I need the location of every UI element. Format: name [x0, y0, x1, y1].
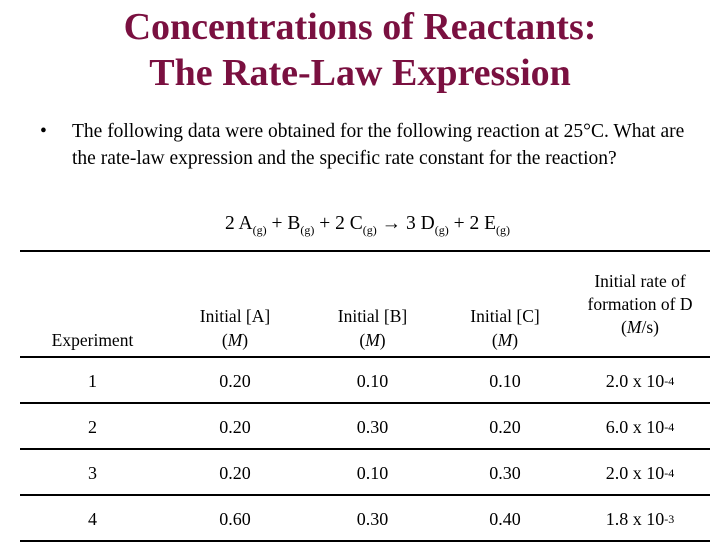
cell-rate	[570, 450, 710, 494]
eq-state-b: (g)	[300, 222, 315, 237]
table-row	[20, 450, 710, 496]
table-row	[20, 404, 710, 450]
eq-term-c: + 2 C	[314, 213, 363, 234]
cell-conc-b: 0.10	[356, 370, 389, 391]
slide-title	[0, 4, 720, 96]
rate-exponent: -3	[664, 511, 675, 526]
cell-experiment: 4	[88, 508, 97, 529]
rate-exponent: -4	[664, 465, 675, 480]
bullet-icon: •	[40, 121, 47, 142]
header-initial-b	[305, 252, 440, 356]
eq-term-a: 2 A	[224, 213, 253, 234]
eq-state-e: (g)	[496, 222, 511, 237]
cell-conc-a: 0.60	[219, 508, 251, 529]
header-rate-line-2: formation of D	[587, 293, 693, 314]
cell-conc-a: 0.20	[219, 370, 251, 391]
cell-conc-c: 0.10	[489, 370, 521, 391]
rate-data-table	[20, 250, 710, 542]
rate-base: 2.0 x 10	[605, 370, 665, 391]
eq-state-c: (g)	[362, 222, 377, 237]
cell-rate	[570, 404, 710, 448]
header-initial-a	[165, 252, 305, 356]
header-rate-unit: (M/s)	[621, 316, 659, 337]
eq-term-b: + B	[266, 213, 301, 234]
header-initial-c	[440, 252, 570, 356]
cell-conc-c: 0.30	[489, 462, 521, 483]
eq-term-e: + 2 E	[448, 213, 497, 234]
header-initial-b-label: Initial [B]	[337, 306, 408, 326]
bullet-text: The following data were obtained for the following reaction at 25°C. What are the rate-law expression and the specific rate constant for the reaction?	[72, 121, 685, 169]
eq-term-d: → 3 D	[376, 213, 435, 234]
table-row	[20, 496, 710, 540]
header-initial-rate	[570, 252, 710, 356]
header-initial-c-label: Initial [C]	[470, 306, 540, 326]
rate-base: 1.8 x 10	[605, 508, 665, 529]
title-line-2: The Rate-Law Expression	[149, 52, 571, 94]
table-row	[20, 358, 710, 404]
header-initial-a-label: Initial [A]	[199, 306, 271, 326]
reaction-equation	[0, 210, 720, 244]
cell-experiment: 1	[88, 370, 97, 391]
cell-conc-c: 0.20	[489, 416, 521, 437]
rate-exponent: -4	[664, 373, 675, 388]
cell-conc-a: 0.20	[219, 462, 251, 483]
cell-conc-b: 0.30	[356, 508, 389, 529]
cell-conc-c: 0.40	[489, 508, 521, 529]
cell-rate	[570, 496, 710, 540]
rate-base: 2.0 x 10	[605, 462, 665, 483]
cell-rate	[570, 358, 710, 402]
rate-exponent: -4	[664, 419, 675, 434]
eq-state-d: (g)	[434, 222, 449, 237]
header-initial-b-unit: (M)	[359, 330, 386, 350]
header-experiment-label: Experiment	[51, 330, 134, 350]
cell-conc-b: 0.10	[356, 462, 389, 483]
header-initial-a-unit: (M)	[221, 330, 249, 350]
header-initial-c-unit: (M)	[491, 330, 519, 350]
cell-experiment: 2	[88, 416, 97, 437]
title-line-1: Concentrations of Reactants:	[123, 6, 597, 48]
header-rate-line-1: Initial rate of	[594, 270, 686, 291]
eq-state-a: (g)	[252, 222, 267, 237]
header-experiment	[20, 252, 165, 356]
rate-base: 6.0 x 10	[605, 416, 665, 437]
cell-experiment: 3	[88, 462, 97, 483]
cell-conc-b: 0.30	[356, 416, 389, 437]
cell-conc-a: 0.20	[219, 416, 251, 437]
table-header-row	[20, 252, 710, 358]
